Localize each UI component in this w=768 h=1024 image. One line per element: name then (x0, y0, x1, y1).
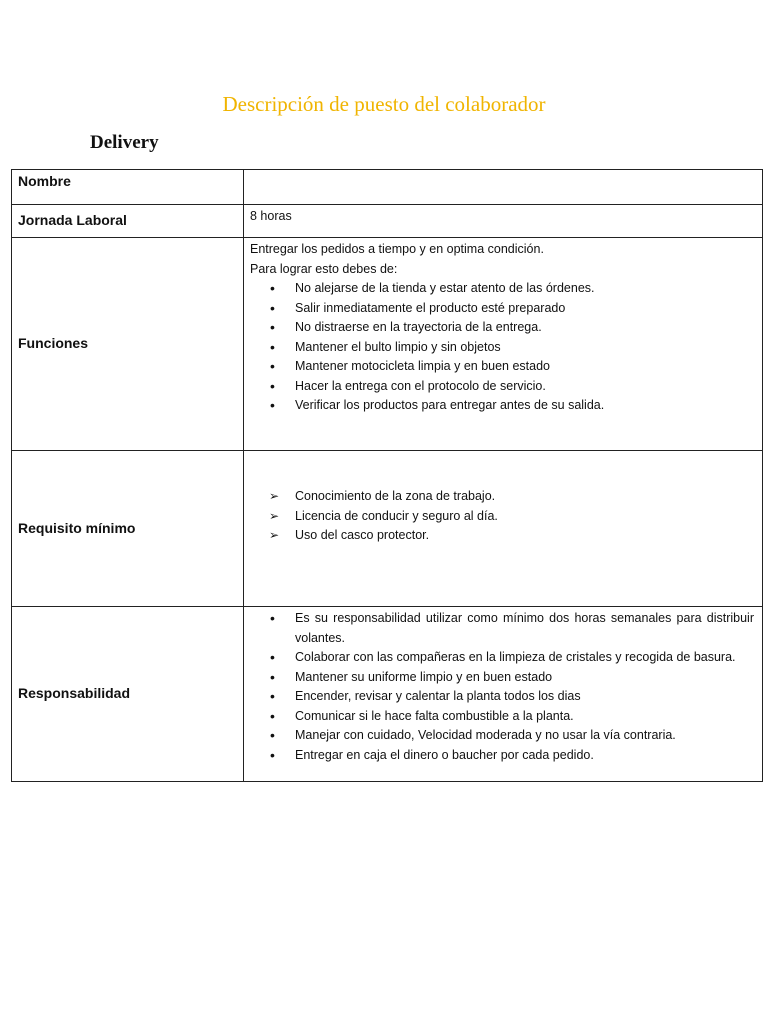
funciones-label: Funciones (12, 238, 244, 451)
list-item: • Mantener el bulto limpio y sin objetos (295, 338, 754, 358)
responsabilidad-label: Responsabilidad (12, 607, 244, 782)
table-row-jornada (12, 205, 763, 238)
funciones-intro-1: Entregar los pedidos a tiempo y en optima condición. (250, 242, 544, 256)
responsabilidad-list (250, 609, 754, 765)
jornada-value: 8 horas (244, 205, 763, 238)
funciones-list (250, 279, 754, 416)
funciones-intro-2: Para lograr esto debes de: (250, 261, 398, 276)
document-subtitle: Delivery (90, 132, 159, 153)
list-item: ➢ Licencia de conducir y seguro al día. (295, 507, 754, 527)
list-item: • Mantener motocicleta limpia y en buen estado (295, 357, 754, 377)
list-item: • Salir inmediatamente el producto esté preparado (295, 299, 754, 319)
list-item: • Comunicar si le hace falta combustible a la planta. (295, 707, 754, 727)
table-row-responsabilidad (12, 607, 763, 782)
list-item: ➢ Conocimiento de la zona de trabajo. (295, 487, 754, 507)
list-item: • Mantener su uniforme limpio y en buen estado (295, 668, 754, 688)
requisito-label: Requisito mínimo (12, 451, 244, 607)
list-item: • Hacer la entrega con el protocolo de servicio. (295, 377, 754, 397)
requisito-value (244, 451, 763, 607)
table-row-nombre (12, 170, 763, 205)
jornada-label: Jornada Laboral (12, 205, 244, 238)
document-title: Descripción de puesto del colaborador (222, 92, 546, 116)
list-item: • Verificar los productos para entregar antes de su salida. (295, 396, 754, 416)
nombre-label: Nombre (12, 170, 244, 205)
list-item: • Encender, revisar y calentar la planta todos los dias (295, 687, 754, 707)
list-item: • No alejarse de la tienda y estar atento de las órdenes. (295, 279, 754, 299)
job-description-table (11, 169, 763, 782)
list-item: • Colaborar con las compañeras en la limpieza de cristales y recogida de basura. (295, 648, 754, 668)
list-item: • Entregar en caja el dinero o baucher por cada pedido. (295, 746, 754, 766)
list-item: • No distraerse en la trayectoria de la entrega. (295, 318, 754, 338)
funciones-value (244, 238, 763, 451)
nombre-value (244, 170, 763, 205)
list-item: • Manejar con cuidado, Velocidad moderada y no usar la vía contraria. (295, 726, 754, 746)
list-item: • Es su responsabilidad utilizar como mínimo dos horas semanales para distribuir volantes. (295, 609, 754, 648)
responsabilidad-value (244, 607, 763, 782)
table-row-funciones (12, 238, 763, 451)
requisito-list (250, 487, 754, 546)
list-item: ➢ Uso del casco protector. (295, 526, 754, 546)
table-row-requisito (12, 451, 763, 607)
